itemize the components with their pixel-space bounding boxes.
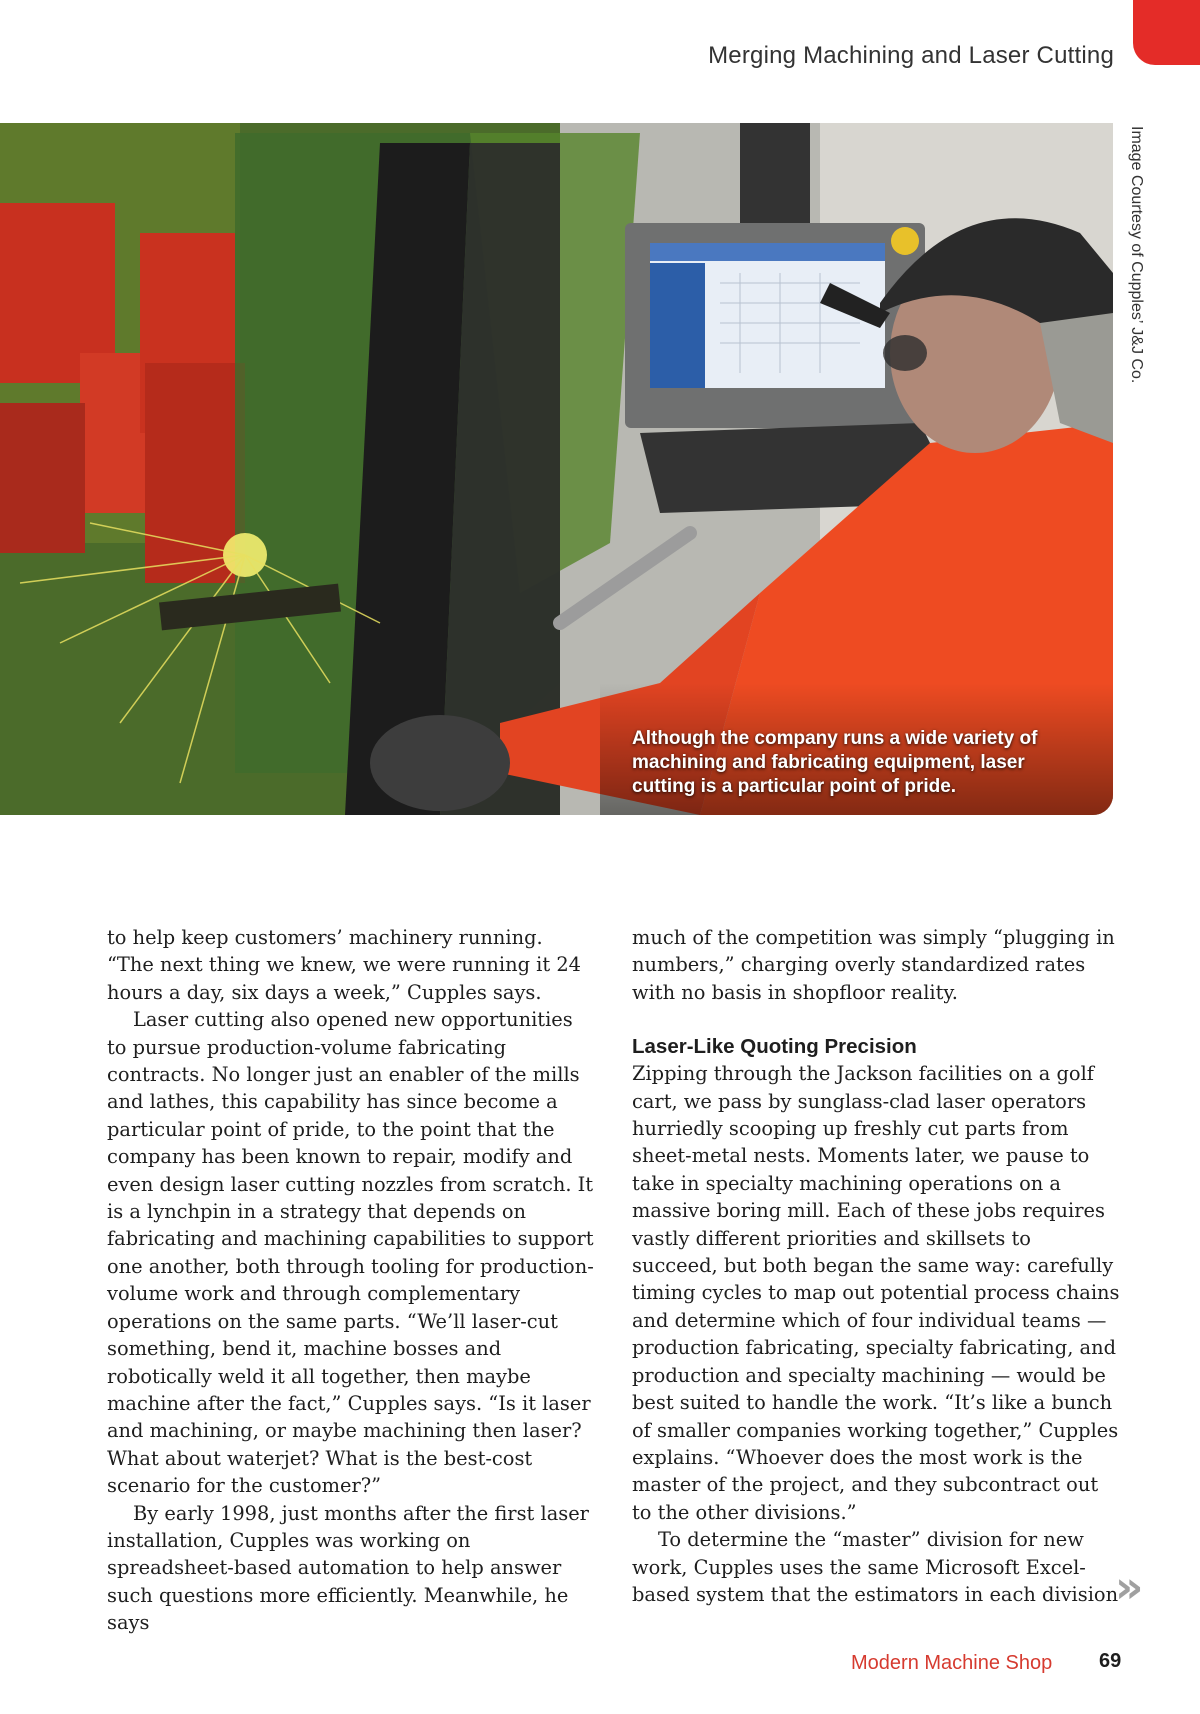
paragraph: Zipping through the Jackson facilities on a golf cart, we pass by sunglass-clad laser operators hurriedly scooping up freshly cut parts from sheet-metal nests. Moments later, we pause to take in specialty machining operations on a massive boring mill. Each of these jobs requires vastly different priorities and skillsets to succeed, but both began the same way: carefully timing cycles to map out potential process chains and determine which of four individual teams — production fabricating, specialty fabricating, and production and specialty machining — would be best suited to handle the work. “It’s like a bunch of smaller companies working together,” Cupples explains. “Whoever does the most work is the master of the project, and they subcontract out to the other divisions.” bbox=[632, 1062, 1120, 1524]
photo-caption: Although the company runs a wide variety of machining and fabricating equipment, laser cutting is a particular point of pride. bbox=[632, 728, 1038, 797]
paragraph: Laser cutting also opened new opportunities to pursue production-volume fabricating contracts. No longer just an enabler of the mills and lathes, this capability has since become a particular point of pride, to the point that the company has been known to repair, modify and even design laser cutting nozzles from scratch. It is a lynchpin in a strategy that depends on fabricating and machining capabilities to support one another, both through tooling for production-volume work and through complementary operations on the same parts. “We’ll laser-cut something, bend it, machine bosses and robotically weld it all together, then maybe machine after the fact,” Cupples says. “Is it laser and machining, or maybe machining then laser? What about waterjet? What is the best-cost scenario for the customer?” bbox=[107, 1008, 594, 1498]
image-credit: Image Courtesy of Cupples’ J&J Co. bbox=[1128, 126, 1145, 384]
running-head: Merging Machining and Laser Cutting bbox=[708, 42, 1114, 69]
section-tab bbox=[1133, 0, 1200, 65]
continue-arrow-icon: » bbox=[1115, 1562, 1144, 1613]
laser-cutting-photo bbox=[0, 123, 1113, 815]
section-subhead: Laser-Like Quoting Precision bbox=[632, 1035, 917, 1059]
paragraph: By early 1998, just months after the first laser installation, Cupples was working on spreadsheet-based automation to help answer such questions more efficiently. Meanwhile, he says bbox=[107, 1501, 589, 1635]
footer-publication: Modern Machine Shop bbox=[851, 1652, 1053, 1674]
paragraph: To determine the “master” division for new work, Cupples uses the same Microsoft Excel-based system that the estimators in each division bbox=[632, 1528, 1119, 1606]
right-column bbox=[632, 924, 1120, 1608]
page-number: 69 bbox=[1099, 1650, 1122, 1672]
left-column bbox=[107, 924, 595, 1637]
photo bbox=[0, 123, 1113, 815]
paragraph: to help keep customers’ machinery running. “The next thing we knew, we were running it 24 hours a day, six days a week,” Cupples says. bbox=[107, 926, 581, 1004]
paragraph: much of the competition was simply “plugging in numbers,” charging overly standardized rates with no basis in shopfloor reality. bbox=[632, 926, 1115, 1004]
